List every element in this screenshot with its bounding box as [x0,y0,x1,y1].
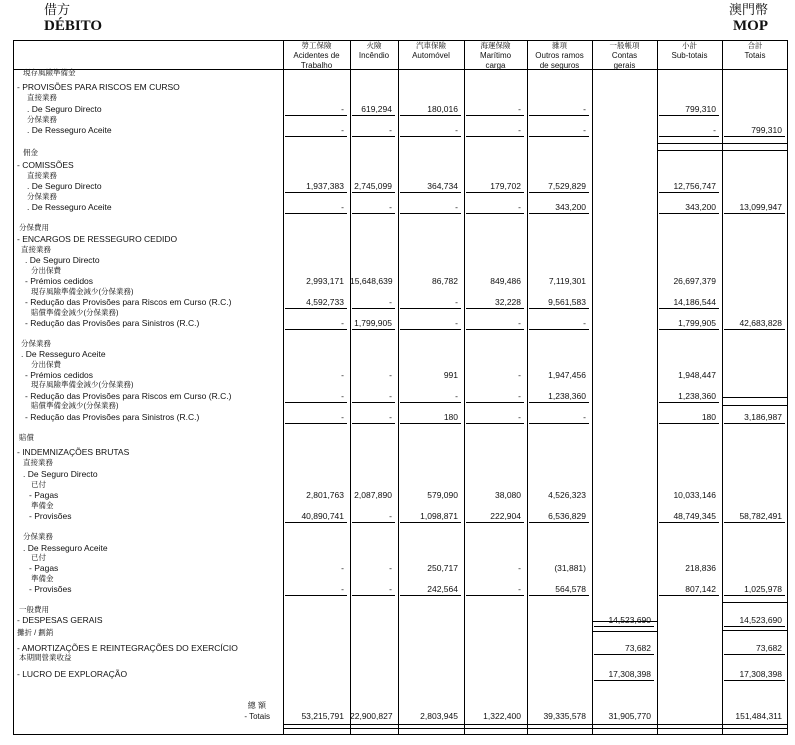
subtotal-underline [466,192,524,193]
column-divider [350,41,351,734]
row-label-cn: 分保業務 [27,115,57,124]
cell-value: 15,648,639 [350,276,393,286]
column-header-line: 汽車保險 [416,41,446,50]
subtotal-underline [352,402,395,403]
total-value: 22,900,827 [350,711,393,721]
box-line [722,405,788,406]
cell-value: 3,186,987 [744,412,782,422]
cell-value: - [341,563,344,573]
column-header-line: Acidentes de [293,51,340,60]
cell-value: - [341,370,344,380]
row-label: - Prémios cedidos [25,276,94,286]
cell-value: - [583,412,586,422]
subtotal-underline [466,308,524,309]
row-label-cn: 賠償準備金減少(分保業務) [31,401,119,410]
subtotal-underline [400,522,461,523]
subtotal-underline [285,423,347,424]
row-label-cn: 本期間營業收益 [19,653,72,662]
row-label-cn: 現存風險準備金減少(分保業務) [31,287,134,296]
cell-value: 180,016 [427,104,458,114]
cell-value: - [341,391,344,401]
cell-value: - [518,412,521,422]
cell-value: 1,238,360 [678,391,716,401]
subtotal-underline [285,522,347,523]
cell-value: - [389,412,392,422]
row-label: - Redução das Provisões para Riscos em Curso (R.C.) [25,297,232,307]
totals-label-cn: 總 額 [247,701,266,710]
subtotal-underline [659,308,719,309]
column-header [464,41,527,71]
row-label: - DESPESAS GERAIS [17,615,103,625]
row-label: - Pagas [29,563,59,573]
subtotal-underline [724,654,785,655]
row-label: - Pagas [29,490,59,500]
cell-value: 807,142 [685,584,716,594]
column-header-line: Automóvel [412,51,450,60]
cell-value: 13,099,947 [739,202,782,212]
cell-value: - [341,584,344,594]
cell-value: - [389,370,392,380]
cell-value: - [455,318,458,328]
cell-value: - [389,511,392,521]
cell-value: 180 [443,412,458,422]
cell-value: 14,186,544 [673,297,716,307]
cell-value: 14,523,690 [608,615,651,625]
row-label-cn: 直接業務 [27,93,57,102]
row-label-cn: 分出保費 [31,266,61,275]
subtotal-underline [529,192,589,193]
column-header [722,41,788,61]
cell-value: 564,578 [555,584,586,594]
box-line [657,150,722,151]
cell-value: 1,948,447 [678,370,716,380]
subtotal-underline [529,213,589,214]
cell-value: 1,947,456 [548,370,586,380]
row-label: . De Resseguro Aceite [21,349,106,359]
subtotal-underline [400,423,461,424]
row-label-cn: 直接業務 [27,171,57,180]
cell-value: - [389,584,392,594]
cell-value: 1,238,360 [548,391,586,401]
row-label-cn: 分出保費 [31,360,61,369]
row-label-cn: 準備金 [31,501,54,510]
subtotal-underline [352,329,395,330]
cell-value: - [518,584,521,594]
cell-value: - [455,391,458,401]
subtotal-underline [466,522,524,523]
row-label-cn: 佣金 [23,148,38,157]
subtotal-underline [400,213,461,214]
subtotal-underline [466,115,524,116]
debit-title-cn: 借方 [44,2,71,17]
cell-value: - [389,297,392,307]
subtotal-underline [594,626,654,627]
column-divider [464,41,465,734]
subtotal-underline [659,402,719,403]
cell-value: - [518,318,521,328]
row-label: - Prémios cedidos [25,370,94,380]
subtotal-underline [529,329,589,330]
column-header-line: Marítimo [479,51,512,60]
cell-value: 26,697,379 [673,276,716,286]
subtotal-underline [352,595,395,596]
cell-value: 218,836 [685,563,716,573]
column-header [527,41,592,71]
row-label-cn: 準備金 [31,574,54,583]
row-label: - INDEMNIZAÇÕES BRUTAS [17,447,130,457]
row-label: - AMORTIZAÇÕES E REINTEGRAÇÕES DO EXERCÍCIO [17,643,238,653]
subtotal-underline [659,522,719,523]
column-header-line: de seguros [539,61,580,70]
subtotal-underline [400,192,461,193]
cell-value: 1,799,905 [678,318,716,328]
subtotal-underline [724,595,785,596]
header-divider [14,69,787,70]
subtotal-underline [466,595,524,596]
column-divider [398,41,399,734]
row-label-cn: 直接業務 [23,458,53,467]
cell-value: 17,308,398 [739,669,782,679]
totals-double-underline [283,728,788,729]
cell-value: 242,564 [427,584,458,594]
cell-value: 2,087,890 [354,490,392,500]
row-label: . De Resseguro Aceite [27,125,112,135]
column-header-line: Incêndio [358,51,390,60]
row-label-cn: 現存風險準備金減少(分保業務) [31,380,134,389]
column-header-line: 海運保險 [480,41,511,50]
cell-value: - [518,202,521,212]
subtotal-underline [352,213,395,214]
column-header-line: Outros ramos [535,51,584,60]
box-line [592,621,657,622]
subtotal-underline [400,115,461,116]
row-label: - LUCRO DE EXPLORAÇÃO [17,669,128,679]
subtotal-underline [285,595,347,596]
subtotal-underline [352,522,395,523]
row-label-cn: 現存風險準備金 [23,68,76,77]
subtotal-underline [285,308,347,309]
subtotal-underline [529,423,589,424]
subtotal-underline [659,595,719,596]
row-label: - PROVISÕES PARA RISCOS EM CURSO [17,82,180,92]
cell-value: 343,200 [685,202,716,212]
cell-value: 86,782 [432,276,458,286]
cell-value: - [518,370,521,380]
row-label: - Redução das Provisões para Sinistros (R.C.) [25,318,200,328]
subtotal-underline [724,423,785,424]
total-value: 39,335,578 [543,711,586,721]
cell-value: 4,526,323 [548,490,586,500]
cell-value: 1,025,978 [744,584,782,594]
currency-title-cn: 澳門幣 [729,2,769,17]
cell-value: - [583,125,586,135]
row-label-cn: 分保業務 [23,532,53,541]
cell-value: 6,536,829 [548,511,586,521]
subtotal-underline [352,192,395,193]
subtotal-underline [529,402,589,403]
row-label-cn: 直接業務 [21,245,51,254]
subtotal-underline [529,522,589,523]
subtotal-underline [285,136,347,137]
subtotal-underline [659,423,719,424]
row-label: . De Seguro Directo [25,255,100,265]
subtotal-underline [285,329,347,330]
subtotal-underline [466,402,524,403]
cell-value: 73,682 [756,643,782,653]
column-header-line: Contas [611,51,638,60]
subtotal-underline [594,680,654,681]
subtotal-underline [529,136,589,137]
cell-value: - [518,563,521,573]
subtotal-underline [285,115,347,116]
row-label-cn: 攤折 / 劃銷 [17,628,54,637]
subtotal-underline [352,423,395,424]
column-header [283,41,350,71]
total-value: 2,803,945 [420,711,458,721]
cell-value: 799,310 [751,125,782,135]
subtotal-underline [724,329,785,330]
subtotal-underline [285,402,347,403]
cell-value: - [341,125,344,135]
cell-value: 364,734 [427,181,458,191]
column-divider [657,41,658,734]
cell-value: - [389,202,392,212]
column-header [657,41,722,61]
cell-value: 343,200 [555,202,586,212]
subtotal-underline [659,115,719,116]
subtotal-underline [285,213,347,214]
cell-value: - [341,202,344,212]
total-value: 31,905,770 [608,711,651,721]
subtotal-underline [724,136,785,137]
column-header [398,41,464,61]
cell-value: 2,801,763 [306,490,344,500]
cell-value: 180 [701,412,716,422]
column-header-line: carga [485,61,506,70]
subtotal-underline [400,308,461,309]
subtotal-underline [285,192,347,193]
row-label-cn: 賠償準備金減少(分保業務) [31,308,119,317]
row-label: - Provisões [29,511,72,521]
subtotal-underline [724,213,785,214]
row-label-cn: 已付 [31,480,46,489]
row-label-cn: 分保業務 [27,192,57,201]
row-label: . De Seguro Directo [27,181,102,191]
cell-value: 73,682 [625,643,651,653]
box-line [722,602,788,603]
row-label-cn: 分保業務 [21,339,51,348]
cell-value: - [455,202,458,212]
cell-value: - [389,391,392,401]
cell-value: 222,904 [490,511,521,521]
subtotal-underline [352,136,395,137]
cell-value: 2,745,099 [354,181,392,191]
column-header [350,41,398,61]
cell-value: - [389,125,392,135]
box-line [722,397,788,398]
subtotal-underline [659,136,719,137]
totals-double-underline [283,724,788,725]
currency-title: MOP [733,18,768,34]
subtotal-underline [724,680,785,681]
cell-value: - [341,412,344,422]
cell-value: 849,486 [490,276,521,286]
cell-value: 4,592,733 [306,297,344,307]
total-value: 1,322,400 [483,711,521,721]
subtotal-underline [400,595,461,596]
column-header [592,41,657,71]
subtotal-underline [659,329,719,330]
row-label: - Redução das Provisões para Sinistros (R.C.) [25,412,200,422]
cell-value: - [583,318,586,328]
column-header-line: 火險 [366,41,382,50]
column-header-line: 一般帳項 [609,41,640,50]
subtotal-underline [659,213,719,214]
cell-value: - [713,125,716,135]
cell-value: - [583,104,586,114]
subtotal-underline [466,329,524,330]
column-header-line: 雜項 [552,41,567,50]
cell-value: 799,310 [685,104,716,114]
cell-value: - [518,391,521,401]
column-header-line: Totais [744,51,766,60]
cell-value: 38,080 [495,490,521,500]
subtotal-underline [352,115,395,116]
box-line [592,631,657,632]
cell-value: - [518,125,521,135]
subtotal-underline [400,329,461,330]
subtotal-underline [529,595,589,596]
subtotal-underline [724,626,785,627]
subtotal-underline [594,654,654,655]
cell-value: 7,529,829 [548,181,586,191]
cell-value: 619,294 [361,104,392,114]
cell-value: 32,228 [495,297,521,307]
cell-value: 991 [443,370,458,380]
row-label-cn: 已付 [31,553,46,562]
cell-value: - [518,104,521,114]
cell-value: - [389,563,392,573]
total-value: 53,215,791 [301,711,344,721]
row-label: . De Seguro Directo [23,469,98,479]
cell-value: 10,033,146 [673,490,716,500]
cell-value: - [341,104,344,114]
cell-value: 58,782,491 [739,511,782,521]
cell-value: 12,756,747 [673,181,716,191]
subtotal-underline [400,136,461,137]
subtotal-underline [466,423,524,424]
box-line [722,143,788,144]
cell-value: (31,881) [554,563,586,573]
box-line [657,143,722,144]
column-header-line: gerais [613,61,636,70]
row-label: - COMISSÕES [17,160,74,170]
cell-value: - [455,297,458,307]
column-header-line: 合計 [747,41,763,50]
cell-value: - [455,125,458,135]
cell-value: 250,717 [427,563,458,573]
row-label-cn: 賠償 [19,433,34,442]
cell-value: 1,799,905 [354,318,392,328]
cell-value: 1,098,871 [420,511,458,521]
cell-value: 48,749,345 [673,511,716,521]
column-header-line: 小計 [682,41,697,50]
row-label-cn: 分保費用 [19,223,49,232]
subtotal-underline [724,522,785,523]
row-label-cn: 一般費用 [19,605,49,614]
subtotal-underline [529,115,589,116]
total-value: 151,484,311 [735,711,782,721]
row-label: - ENCARGOS DE RESSEGURO CEDIDO [17,234,178,244]
cell-value: 14,523,690 [739,615,782,625]
cell-value: - [341,318,344,328]
row-label: . De Seguro Directo [27,104,102,114]
cell-value: 179,702 [490,181,521,191]
subtotal-underline [529,308,589,309]
cell-value: 42,683,828 [739,318,782,328]
column-header-line: Trabalho [300,61,333,70]
subtotal-underline [659,192,719,193]
row-label: - Redução das Provisões para Riscos em Curso (R.C.) [25,391,232,401]
row-label: - Provisões [29,584,72,594]
cell-value: 17,308,398 [608,669,651,679]
column-divider [283,41,284,734]
cell-value: 2,993,171 [306,276,344,286]
box-line [722,630,788,631]
cell-value: 9,561,583 [548,297,586,307]
cell-value: 1,937,383 [306,181,344,191]
cell-value: 7,119,301 [548,276,586,286]
totals-label: - Totais [244,712,270,721]
row-label: . De Resseguro Aceite [23,543,108,553]
cell-value: 579,090 [427,490,458,500]
subtotal-underline [352,308,395,309]
subtotal-underline [466,213,524,214]
column-header-line: Sub-totais [671,51,708,60]
subtotal-underline [400,402,461,403]
row-label: . De Resseguro Aceite [27,202,112,212]
debit-title: DÉBITO [44,18,103,34]
column-header-line: 勞工保險 [301,41,332,50]
subtotal-underline [466,136,524,137]
column-divider [527,41,528,734]
box-line [722,150,788,151]
cell-value: 40,890,741 [301,511,344,521]
